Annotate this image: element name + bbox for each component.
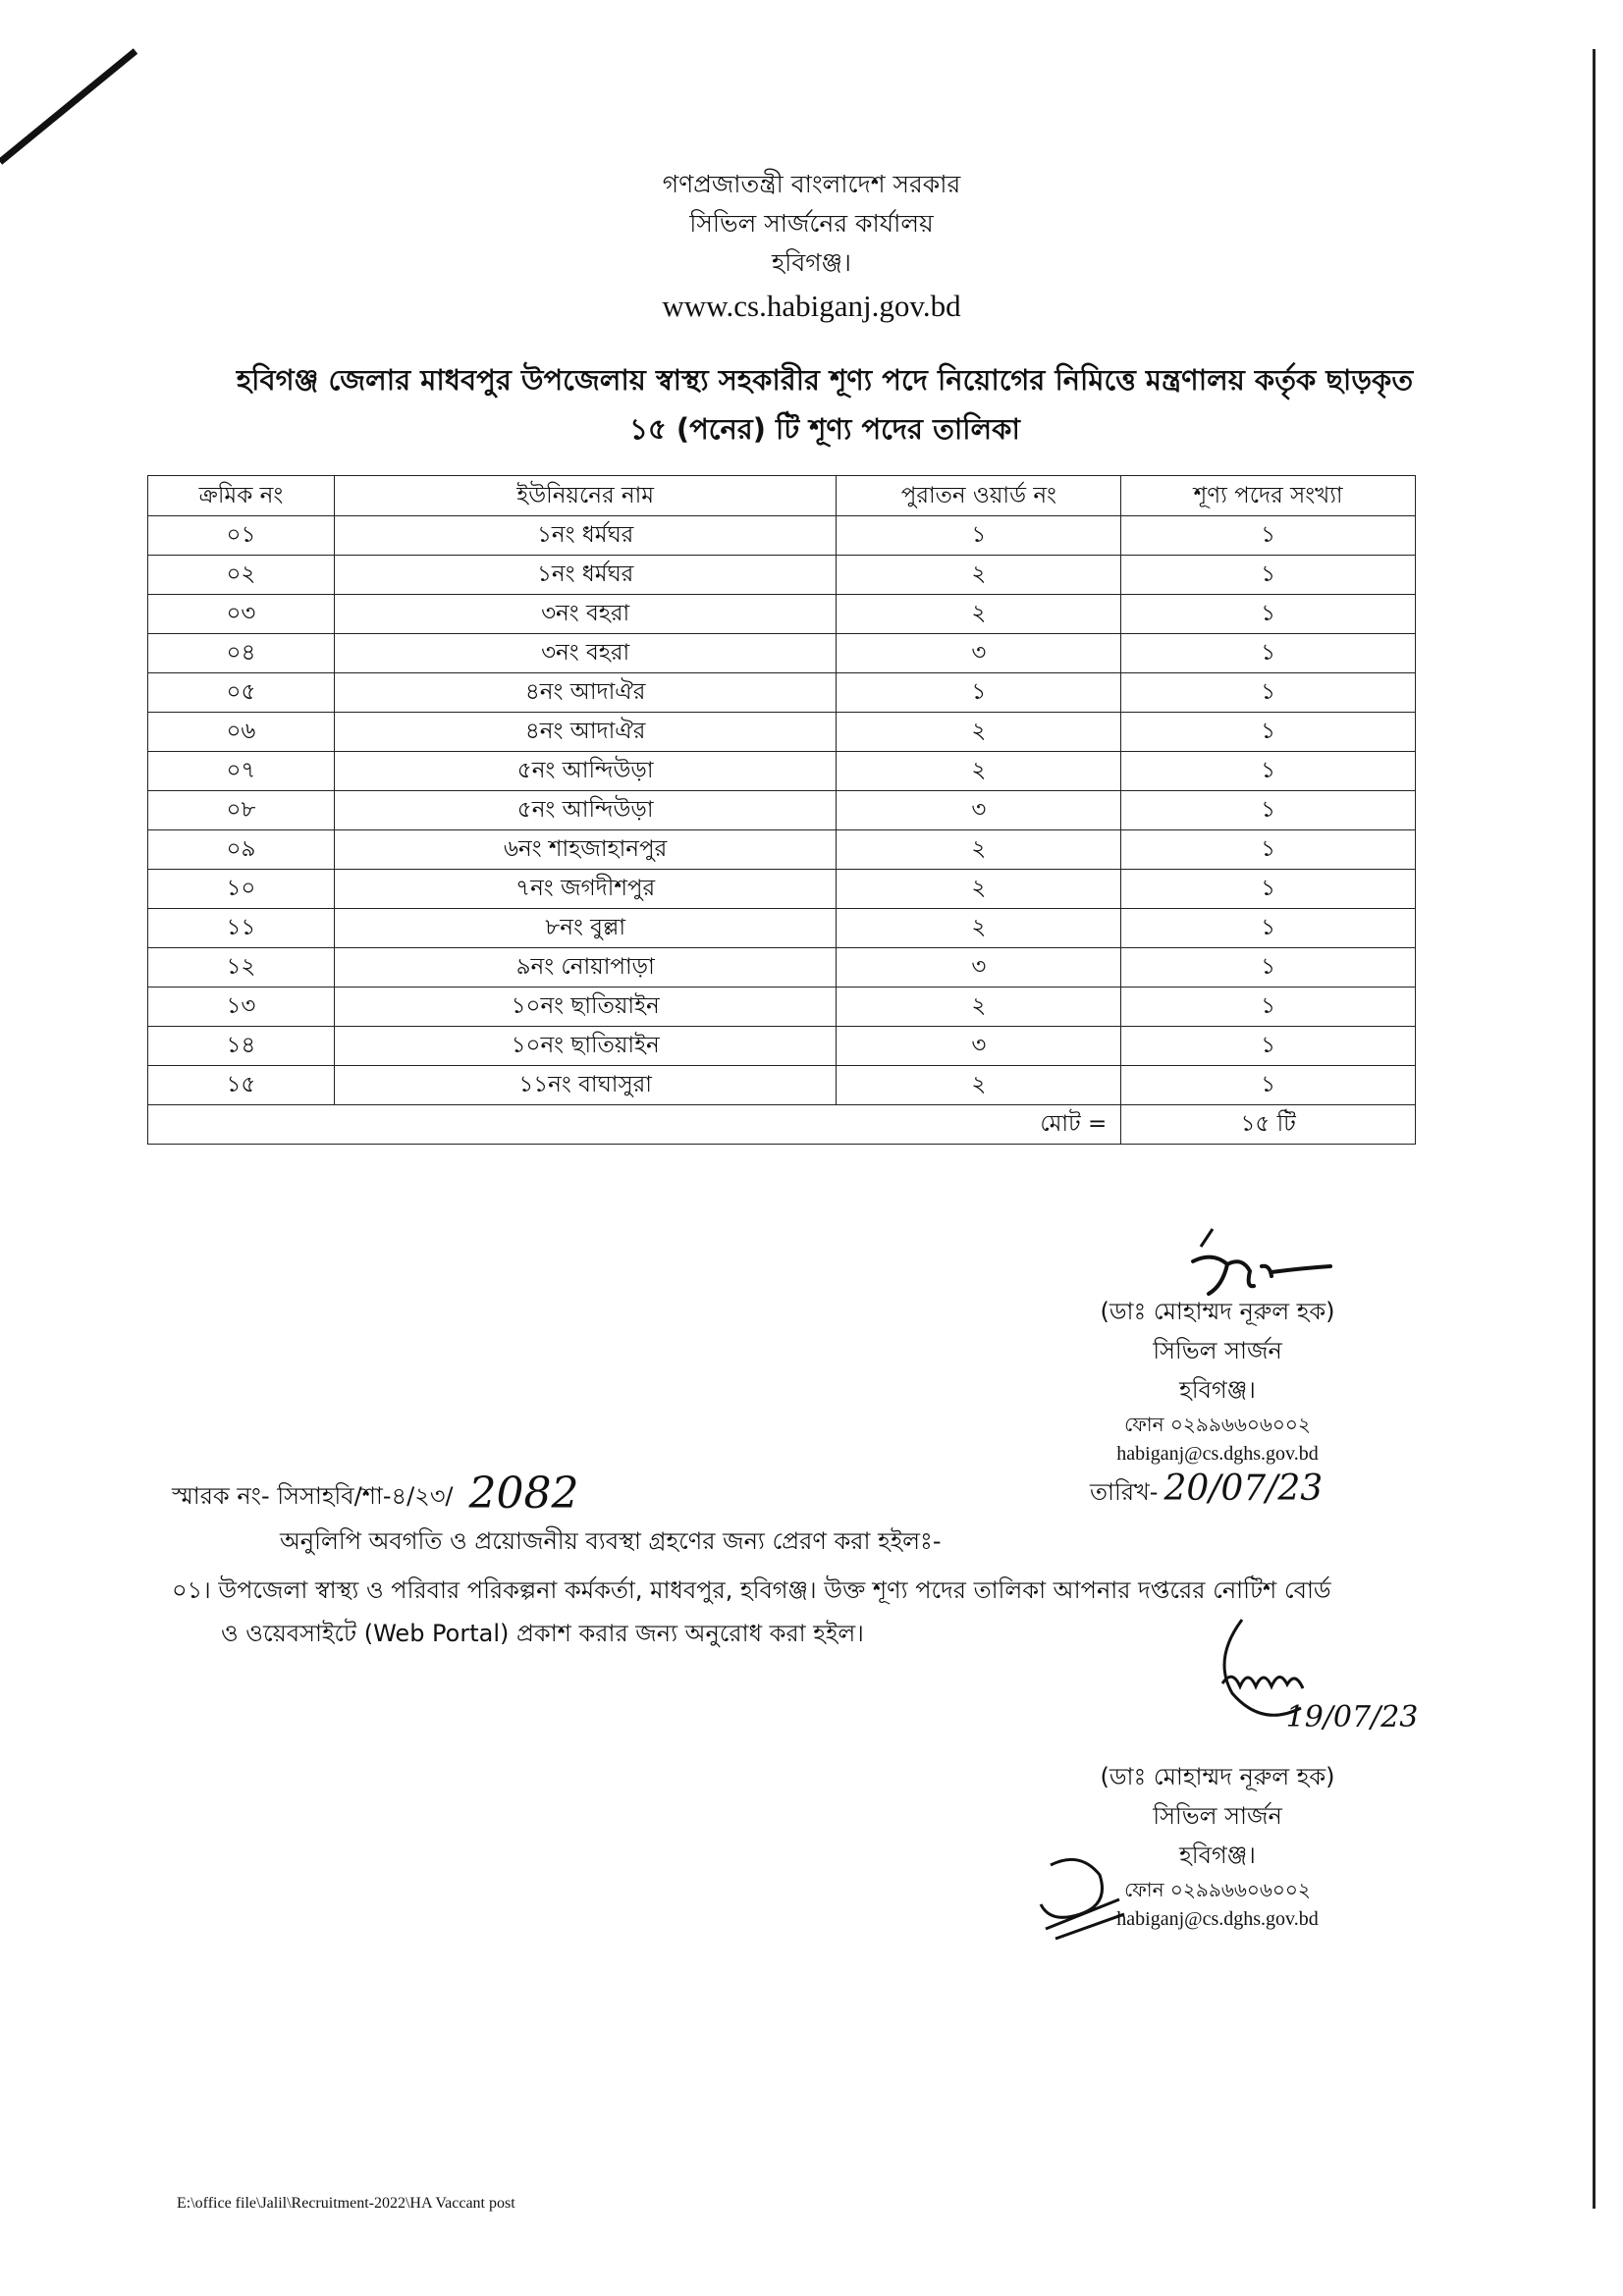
ward-cell: ১ <box>837 673 1121 713</box>
signatory-title: সিভিল সার্জন <box>1153 1802 1282 1830</box>
table-row <box>148 752 1416 791</box>
serial-cell: ০৯ <box>148 830 335 870</box>
union-cell: ১০নং ছাতিয়াইন <box>334 1027 837 1066</box>
union-cell: ৮নং বুল্লা <box>334 909 837 948</box>
ward-cell: ২ <box>837 988 1121 1027</box>
signatory-name: (ডাঃ মোহাম্মদ নূরুল হক) <box>1100 1763 1335 1790</box>
ward-cell: ২ <box>837 1066 1121 1105</box>
table-row <box>148 595 1416 634</box>
signatory-name: (ডাঃ মোহাম্মদ নূরুল হক) <box>1100 1298 1335 1325</box>
ward-cell: ২ <box>837 909 1121 948</box>
table-row <box>148 988 1416 1027</box>
vacancy-cell: ১ <box>1121 752 1416 791</box>
govt-name: গণপ্রজাতন্ত্রী বাংলাদেশ সরকার <box>662 170 961 198</box>
corner-slash-mark <box>0 39 147 167</box>
table-row <box>148 1066 1416 1105</box>
serial-cell: ১৩ <box>148 988 335 1027</box>
document-subject <box>137 355 1512 454</box>
vacancy-cell: ১ <box>1121 948 1416 988</box>
serial-cell: ০২ <box>148 556 335 595</box>
table-row <box>148 948 1416 988</box>
ward-cell: ৩ <box>837 1027 1121 1066</box>
table-row <box>148 556 1416 595</box>
union-cell: ১নং ধর্মঘর <box>334 556 837 595</box>
vacancy-cell: ১ <box>1121 595 1416 634</box>
letterhead <box>0 165 1623 328</box>
copy-item-line-1: ০১। উপজেলা স্বাস্থ্য ও পরিবার পরিকল্পনা কর্মকর্তা, মাধবপুর, হবিগঞ্জ। উক্ত শূণ্য পদের তালিকা আপনার দপ্তরের নোটিশ বোর্ড <box>172 1576 1331 1604</box>
office-name: সিভিল সার্জনের কার্যালয় <box>689 209 934 238</box>
total-value: ১৫ টি <box>1121 1105 1416 1145</box>
vacancy-cell: ১ <box>1121 1066 1416 1105</box>
scan-edge-line <box>1593 49 1596 2209</box>
signatory-title: সিভিল সার্জন <box>1153 1337 1282 1364</box>
serial-cell: ১১ <box>148 909 335 948</box>
serial-cell: ০৩ <box>148 595 335 634</box>
signatory-phone: ফোন ০২৯৯৬৬০৬০০২ <box>1124 1878 1311 1901</box>
serial-cell: ১০ <box>148 870 335 909</box>
memo-date-value: 20/07/23 <box>1163 1468 1324 1509</box>
table-header-row <box>148 476 1416 516</box>
table-row <box>148 870 1416 909</box>
column-header: ক্রমিক নং <box>148 476 335 516</box>
serial-cell: ০৮ <box>148 791 335 830</box>
copy-intro: অনুলিপি অবগতি ও প্রয়োজনীয় ব্যবস্থা গ্রহণের জন্য প্রেরণ করা হইলঃ- <box>280 1527 942 1555</box>
signatory-place: হবিগঞ্জ। <box>1179 1376 1256 1404</box>
serial-cell: ১৫ <box>148 1066 335 1105</box>
subject-line-2: ১৫ (পনের) টি শূণ্য পদের তালিকা <box>629 412 1020 446</box>
copy-item-line-2: ও ওয়েবসাইটে (Web Portal) প্রকাশ করার জন্য অনুরোধ করা হইল। <box>221 1620 864 1647</box>
union-cell: ৫নং আন্দিউড়া <box>334 791 837 830</box>
memo-date <box>1090 1468 1323 1514</box>
union-cell: ৪নং আদাঐর <box>334 673 837 713</box>
ward-cell: ১ <box>837 516 1121 556</box>
initial-scribble <box>1021 1845 1139 1953</box>
vacancy-cell: ১ <box>1121 1027 1416 1066</box>
table-row <box>148 713 1416 752</box>
ward-cell: ২ <box>837 595 1121 634</box>
union-cell: ১০নং ছাতিয়াইন <box>334 988 837 1027</box>
serial-cell: ০৫ <box>148 673 335 713</box>
union-cell: ৬নং শাহজাহানপুর <box>334 830 837 870</box>
column-header: ইউনিয়নের নাম <box>334 476 837 516</box>
memo-date-label: তারিখ- <box>1090 1478 1159 1506</box>
vacancy-cell: ১ <box>1121 673 1416 713</box>
table-row <box>148 516 1416 556</box>
vacancy-cell: ১ <box>1121 634 1416 673</box>
serial-cell: ১২ <box>148 948 335 988</box>
memo-reference <box>172 1468 579 1519</box>
vacancy-table <box>147 475 1416 1145</box>
file-path-footer: E:\office file\Jalil\Recruitment-2022\HA Vaccant post <box>177 2195 515 2212</box>
signatory-block-1 <box>1070 1292 1365 1468</box>
union-cell: ১নং ধর্মঘর <box>334 516 837 556</box>
memo-ref-label: স্মারক নং- সিসাহবি/শা-৪/২৩/ <box>172 1482 454 1510</box>
union-cell: ৩নং বহরা <box>334 595 837 634</box>
table-row <box>148 830 1416 870</box>
vacancy-cell: ১ <box>1121 516 1416 556</box>
vacancy-cell: ১ <box>1121 909 1416 948</box>
vacancy-cell: ১ <box>1121 556 1416 595</box>
union-cell: ৪নং আদাঐর <box>334 713 837 752</box>
column-header: শূণ্য পদের সংখ্যা <box>1121 476 1416 516</box>
vacancy-cell: ১ <box>1121 870 1416 909</box>
table-row <box>148 791 1416 830</box>
signatory-phone: ফোন ০২৯৯৬৬০৬০০২ <box>1124 1413 1311 1436</box>
union-cell: ৯নং নোয়াপাড়া <box>334 948 837 988</box>
ward-cell: ২ <box>837 752 1121 791</box>
table-total-row <box>148 1105 1416 1145</box>
ward-cell: ৩ <box>837 634 1121 673</box>
table-row <box>148 673 1416 713</box>
serial-cell: ০৭ <box>148 752 335 791</box>
website-url: www.cs.habiganj.gov.bd <box>662 289 961 323</box>
table-row <box>148 634 1416 673</box>
union-cell: ৫নং আন্দিউড়া <box>334 752 837 791</box>
union-cell: ১১নং বাঘাসুরা <box>334 1066 837 1105</box>
signature-date: 19/07/23 <box>1285 1700 1419 1735</box>
signatory-email: habiganj@cs.dghs.gov.bd <box>1116 1908 1319 1930</box>
total-label: মোট = <box>148 1105 1121 1145</box>
serial-cell: ০৬ <box>148 713 335 752</box>
subject-line-1: হবিগঞ্জ জেলার মাধবপুর উপজেলায় স্বাস্থ্য সহকারীর শূণ্য পদে নিয়োগের নিমিত্তে মন্ত্রণালয় কর্তৃক ছাড়কৃত <box>236 363 1414 397</box>
memo-ref-number: 2082 <box>468 1468 579 1519</box>
serial-cell: ০১ <box>148 516 335 556</box>
union-cell: ৭নং জগদীশপুর <box>334 870 837 909</box>
ward-cell: ২ <box>837 556 1121 595</box>
signatory-place: হবিগঞ্জ। <box>1179 1842 1256 1869</box>
column-header: পুরাতন ওয়ার্ড নং <box>837 476 1121 516</box>
serial-cell: ১৪ <box>148 1027 335 1066</box>
vacancy-cell: ১ <box>1121 830 1416 870</box>
union-cell: ৩নং বহরা <box>334 634 837 673</box>
vacancy-cell: ১ <box>1121 713 1416 752</box>
serial-cell: ০৪ <box>148 634 335 673</box>
ward-cell: ২ <box>837 713 1121 752</box>
table-row <box>148 909 1416 948</box>
vacancy-cell: ১ <box>1121 988 1416 1027</box>
table-row <box>148 1027 1416 1066</box>
ward-cell: ২ <box>837 830 1121 870</box>
office-location: হবিগঞ্জ। <box>772 248 851 277</box>
ward-cell: ২ <box>837 870 1121 909</box>
ward-cell: ৩ <box>837 948 1121 988</box>
ward-cell: ৩ <box>837 791 1121 830</box>
signatory-email: habiganj@cs.dghs.gov.bd <box>1116 1443 1319 1465</box>
vacancy-cell: ১ <box>1121 791 1416 830</box>
